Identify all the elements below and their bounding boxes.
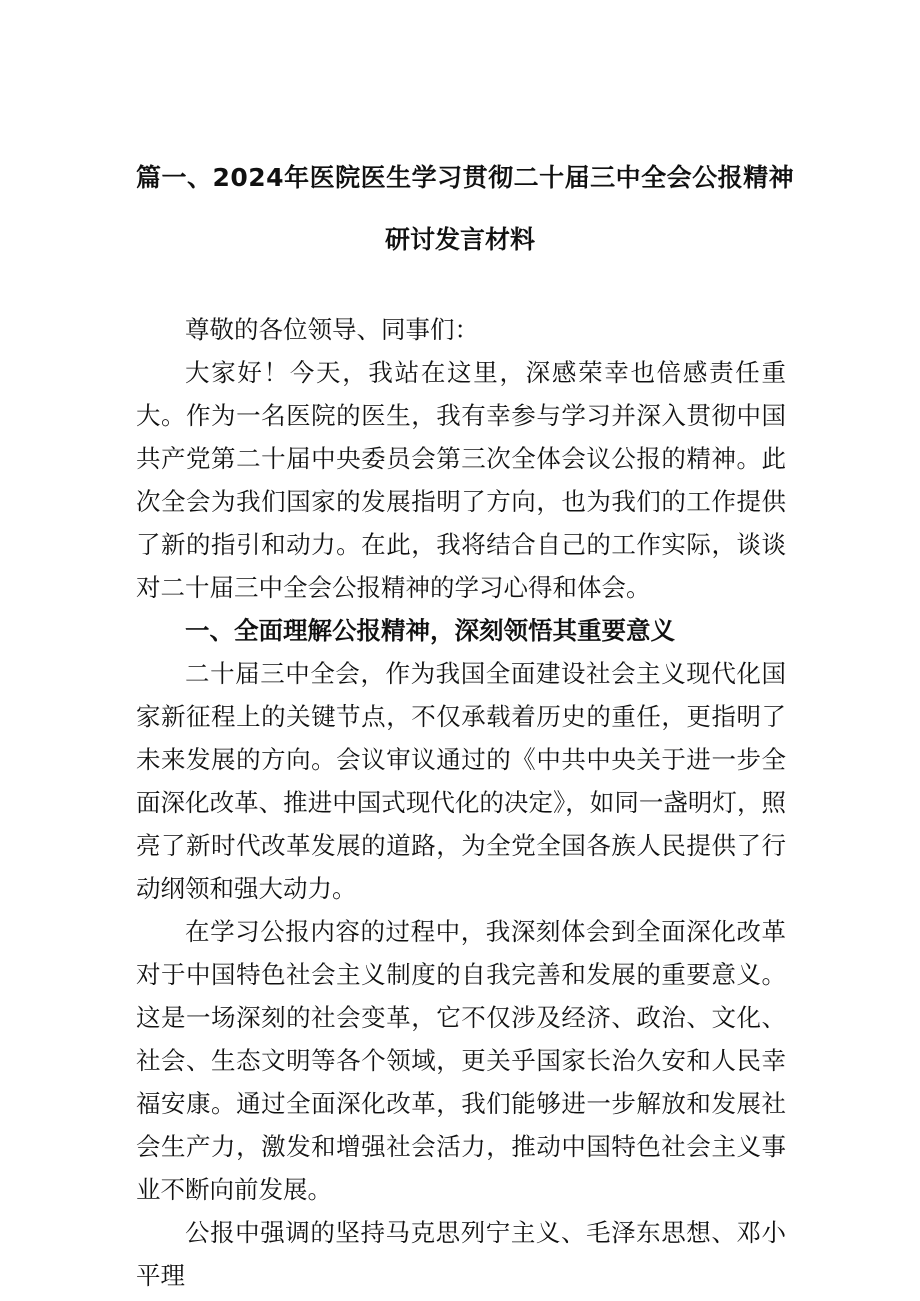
section-1-heading: 一、全面理解公报精神，深刻领悟其重要意义 bbox=[185, 616, 675, 645]
document-body bbox=[136, 308, 786, 1297]
section-1-paragraph-1: 二十届三中全会，作为我国全面建设社会主义现代化国家新征程上的关键节点，不仅承载着历史的重任，更指明了未来发展的方向。会议审议通过的《中共中央关于进一步全面深化改革、推进中国式现代化的决定》，如同一盏明灯，照亮了新时代改革发展的道路，为全党全国各族人民提供了行动纲领和强大动力。 bbox=[136, 659, 786, 903]
salutation: 尊敬的各位领导、同事们： bbox=[185, 315, 479, 344]
document-title-line-2: 研讨发言材料 bbox=[384, 225, 535, 254]
section-1-paragraph-3: 公报中强调的坚持马克思列宁主义、毛泽东思想、邓小平理 bbox=[136, 1218, 786, 1290]
opening-paragraph: 大家好！今天，我站在这里，深感荣幸也倍感责任重大。作为一名医院的医生，我有幸参与学习并深入贯彻中国共产党第二十届中央委员会第三次全体会议公报的精神。此次全会为我们国家的发展指明了方向，也为我们的工作提供了新的指引和动力。在此，我将结合自己的工作实际，谈谈对二十届三中全会公报精神的学习心得和体会。 bbox=[136, 358, 786, 602]
section-1-paragraph-2: 在学习公报内容的过程中，我深刻体会到全面深化改革对于中国特色社会主义制度的自我完善和发展的重要意义。这是一场深刻的社会变革，它不仅涉及经济、政治、文化、社会、生态文明等各个领域，更关乎国家长治久安和人民幸福安康。通过全面深化改革，我们能够进一步解放和发展社会生产力，激发和增强社会活力，推动中国特色社会主义事业不断向前发展。 bbox=[136, 917, 786, 1204]
document-title-line-1: 篇一、2024年医院医生学习贯彻二十届三中全会公报精神 bbox=[136, 163, 795, 192]
